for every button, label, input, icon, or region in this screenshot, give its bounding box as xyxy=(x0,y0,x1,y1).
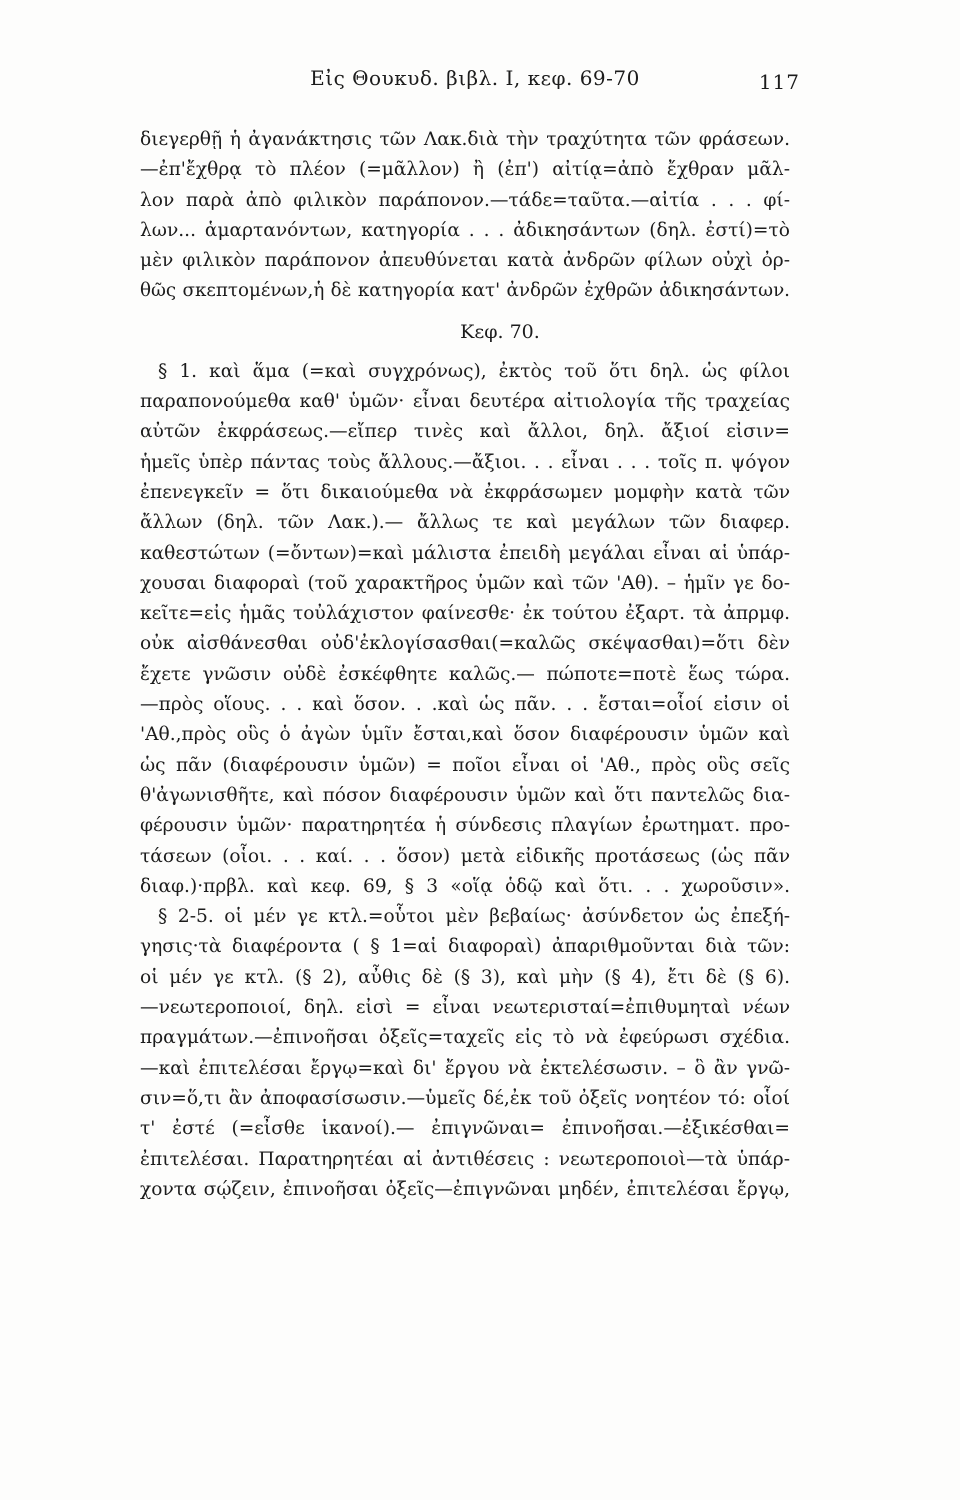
text-line: σιν=ὅ,τι ἂν ἀποφασίσωσιν.—ὑμεῖς δέ,ἐκ τοῦ ὀξεῖς νοητέον τό: οἷοί xyxy=(140,1087,790,1109)
text-line: —καὶ ἐπιτελέσαι ἔργῳ=καὶ δι' ἔργου νὰ ἐκτελέσωσιν. – ὃ ἂν γνῶ- xyxy=(140,1057,790,1079)
text-line: καθεστώτων (=ὄντων)=καὶ μάλιστα ἐπειδὴ μεγάλαι εἶναι αἱ ὑπάρ- xyxy=(140,542,790,564)
text-line: γησις·τὰ διαφέροντα ( § 1=αἱ διαφοραὶ) ἀπαριθμοῦνται διὰ τῶν: xyxy=(140,936,790,958)
text-line: ὡς πᾶν (διαφέρουσιν ὑμῶν) = ποῖοι εἶναι οἱ 'Αθ., πρὸς οὓς σεῖς xyxy=(140,754,790,776)
text-line: § 1. καὶ ἅμα (=καὶ συγχρόνως), ἐκτὸς τοῦ ὅτι δηλ. ὡς φίλοι xyxy=(158,360,790,382)
text-line: φέρουσιν ὑμῶν· παρατηρητέα ἡ σύνδεσις πλαγίων ἐρωτηματ. προ- xyxy=(140,815,790,837)
text-line: ἐπενεγκεῖν = ὅτι δικαιούμεθα νὰ ἐκφράσωμεν μομφὴν κατὰ τῶν xyxy=(140,481,790,503)
running-title: Εἰς Θουκυδ. βιβλ. Ι, κεφ. 69-70 xyxy=(310,66,640,90)
page-number: 117 xyxy=(758,70,800,94)
text-line: αὐτῶν ἐκφράσεως.—εἴπερ τινὲς καὶ ἄλλοι, δηλ. ἄξιοί εἰσιν= xyxy=(140,421,790,443)
text-line: ἡμεῖς ὑπὲρ πάντας τοὺς ἄλλους.—ἄξιοι. . . εἶναι . . . τοῖς π. ψόγον xyxy=(140,451,790,473)
text-line: κεῖτε=εἰς ἡμᾶς τοὐλάχιστον φαίνεσθε· ἐκ τούτου ἐξαρτ. τὰ ἀπρμφ. xyxy=(140,603,790,625)
text-line: χοντα σῴζειν, ἐπινοῆσαι ὀξεῖς—ἐπιγνῶναι μηδέν, ἐπιτελέσαι ἔργῳ, xyxy=(140,1178,790,1200)
running-head xyxy=(150,66,800,102)
text-line: ἔχετε γνῶσιν οὐδὲ ἐσκέφθητε καλῶς.— πώποτε=ποτὲ ἕως τώρα. xyxy=(140,663,790,685)
chapter-heading: Κεφ. 70. xyxy=(460,320,540,343)
commentary-text xyxy=(140,125,790,1205)
text-line: μὲν φιλικὸν παράπονον ἀπευθύνεται κατὰ ἀνδρῶν φίλων οὐχὶ ὀρ- xyxy=(140,250,790,272)
text-line: τάσεων (οἷοι. . . καί. . . ὅσον) μετὰ εἰδικῆς προτάσεως (ὡς πᾶν xyxy=(140,845,790,867)
text-line: —ἐπ'ἔχθρᾳ τὸ πλέον (=μᾶλλον) ἢ (ἐπ') αἰτίᾳ=ἀπὸ ἔχθραν μᾶλ- xyxy=(140,159,790,181)
text-line: —νεωτεροποιοί, δηλ. εἰσὶ = εἶναι νεωτερισταί=ἐπιθυμηταὶ νέων xyxy=(140,997,790,1019)
text-line: διεγερθῇ ἡ ἀγανάκτησις τῶν Λακ.διὰ τὴν τραχύτητα τῶν φράσεων. xyxy=(140,129,790,150)
text-line: 'Αθ.,πρὸς οὓς ὁ ἀγὼν ὑμῖν ἔσται,καὶ ὅσον διαφέρουσιν ὑμῶν καὶ xyxy=(140,724,790,746)
text-line: λον παρὰ ἀπὸ φιλικὸν παράπονον.—τάδε=ταῦτα.—αἰτία . . . φί- xyxy=(140,189,790,211)
text-line: πραγμάτων.—ἐπινοῆσαι ὀξεῖς=ταχεῖς εἰς τὸ νὰ ἐφεύρωσι σχέδια. xyxy=(140,1027,790,1049)
text-line: θῶς σκεπτομένων,ἡ δὲ κατηγορία κατ' ἀνδρῶν ἐχθρῶν ἀδικησάντων. xyxy=(140,280,790,302)
text-line: —πρὸς οἵους. . . καὶ ὅσον. . .καὶ ὡς πᾶν. . . ἔσται=οἷοί εἰσιν οἱ xyxy=(140,694,790,716)
text-line: § 2-5. οἱ μέν γε κτλ.=οὗτοι μὲν βεβαίως· ἀσύνδετον ὡς ἐπεξή- xyxy=(158,906,790,928)
text-line: τ' ἐστέ (=εἶσθε ἱκανοί).— ἐπιγνῶναι= ἐπινοῆσαι.—ἐξικέσθαι= xyxy=(140,1118,790,1140)
text-line: λων... ἁμαρτανόντων, κατηγορία . . . ἀδικησάντων (δηλ. ἐστί)=τὸ xyxy=(140,219,790,241)
text-line: οἱ μέν γε κτλ. (§ 2), αὖθις δὲ (§ 3), καὶ μὴν (§ 4), ἔτι δὲ (§ 6). xyxy=(140,966,790,988)
text-line: διαφ.)·πρβλ. καὶ κεφ. 69, § 3 «οἵᾳ ὁδῷ καὶ ὅτι. . . χωροῦσιν». xyxy=(140,875,790,897)
text-line: οὐκ αἰσθάνεσθαι οὐδ'ἐκλογίσασθαι(=καλῶς σκέψασθαι)=ὅτι δὲν xyxy=(140,633,790,655)
text-line: ἐπιτελέσαι. Παρατηρητέαι αἱ ἀντιθέσεις : νεωτεροποιοὶ—τὰ ὑπάρ- xyxy=(140,1148,790,1170)
text-line: ἄλλων (δηλ. τῶν Λακ.).— ἄλλως τε καὶ μεγάλων τῶν διαφερ. xyxy=(140,512,790,534)
text-line: χουσαι διαφοραὶ (τοῦ χαρακτῆρος ὑμῶν καὶ τῶν 'Αθ). – ἡμῖν γε δο- xyxy=(140,572,790,594)
text-line: παραπονούμεθα καθ' ὑμῶν· εἶναι δευτέρα αἰτιολογία τῆς τραχείας xyxy=(140,391,790,413)
text-line: θ'ἀγωνισθῆτε, καὶ πόσον διαφέρουσιν ὑμῶν καὶ ὅτι παντελῶς δια- xyxy=(140,784,790,806)
